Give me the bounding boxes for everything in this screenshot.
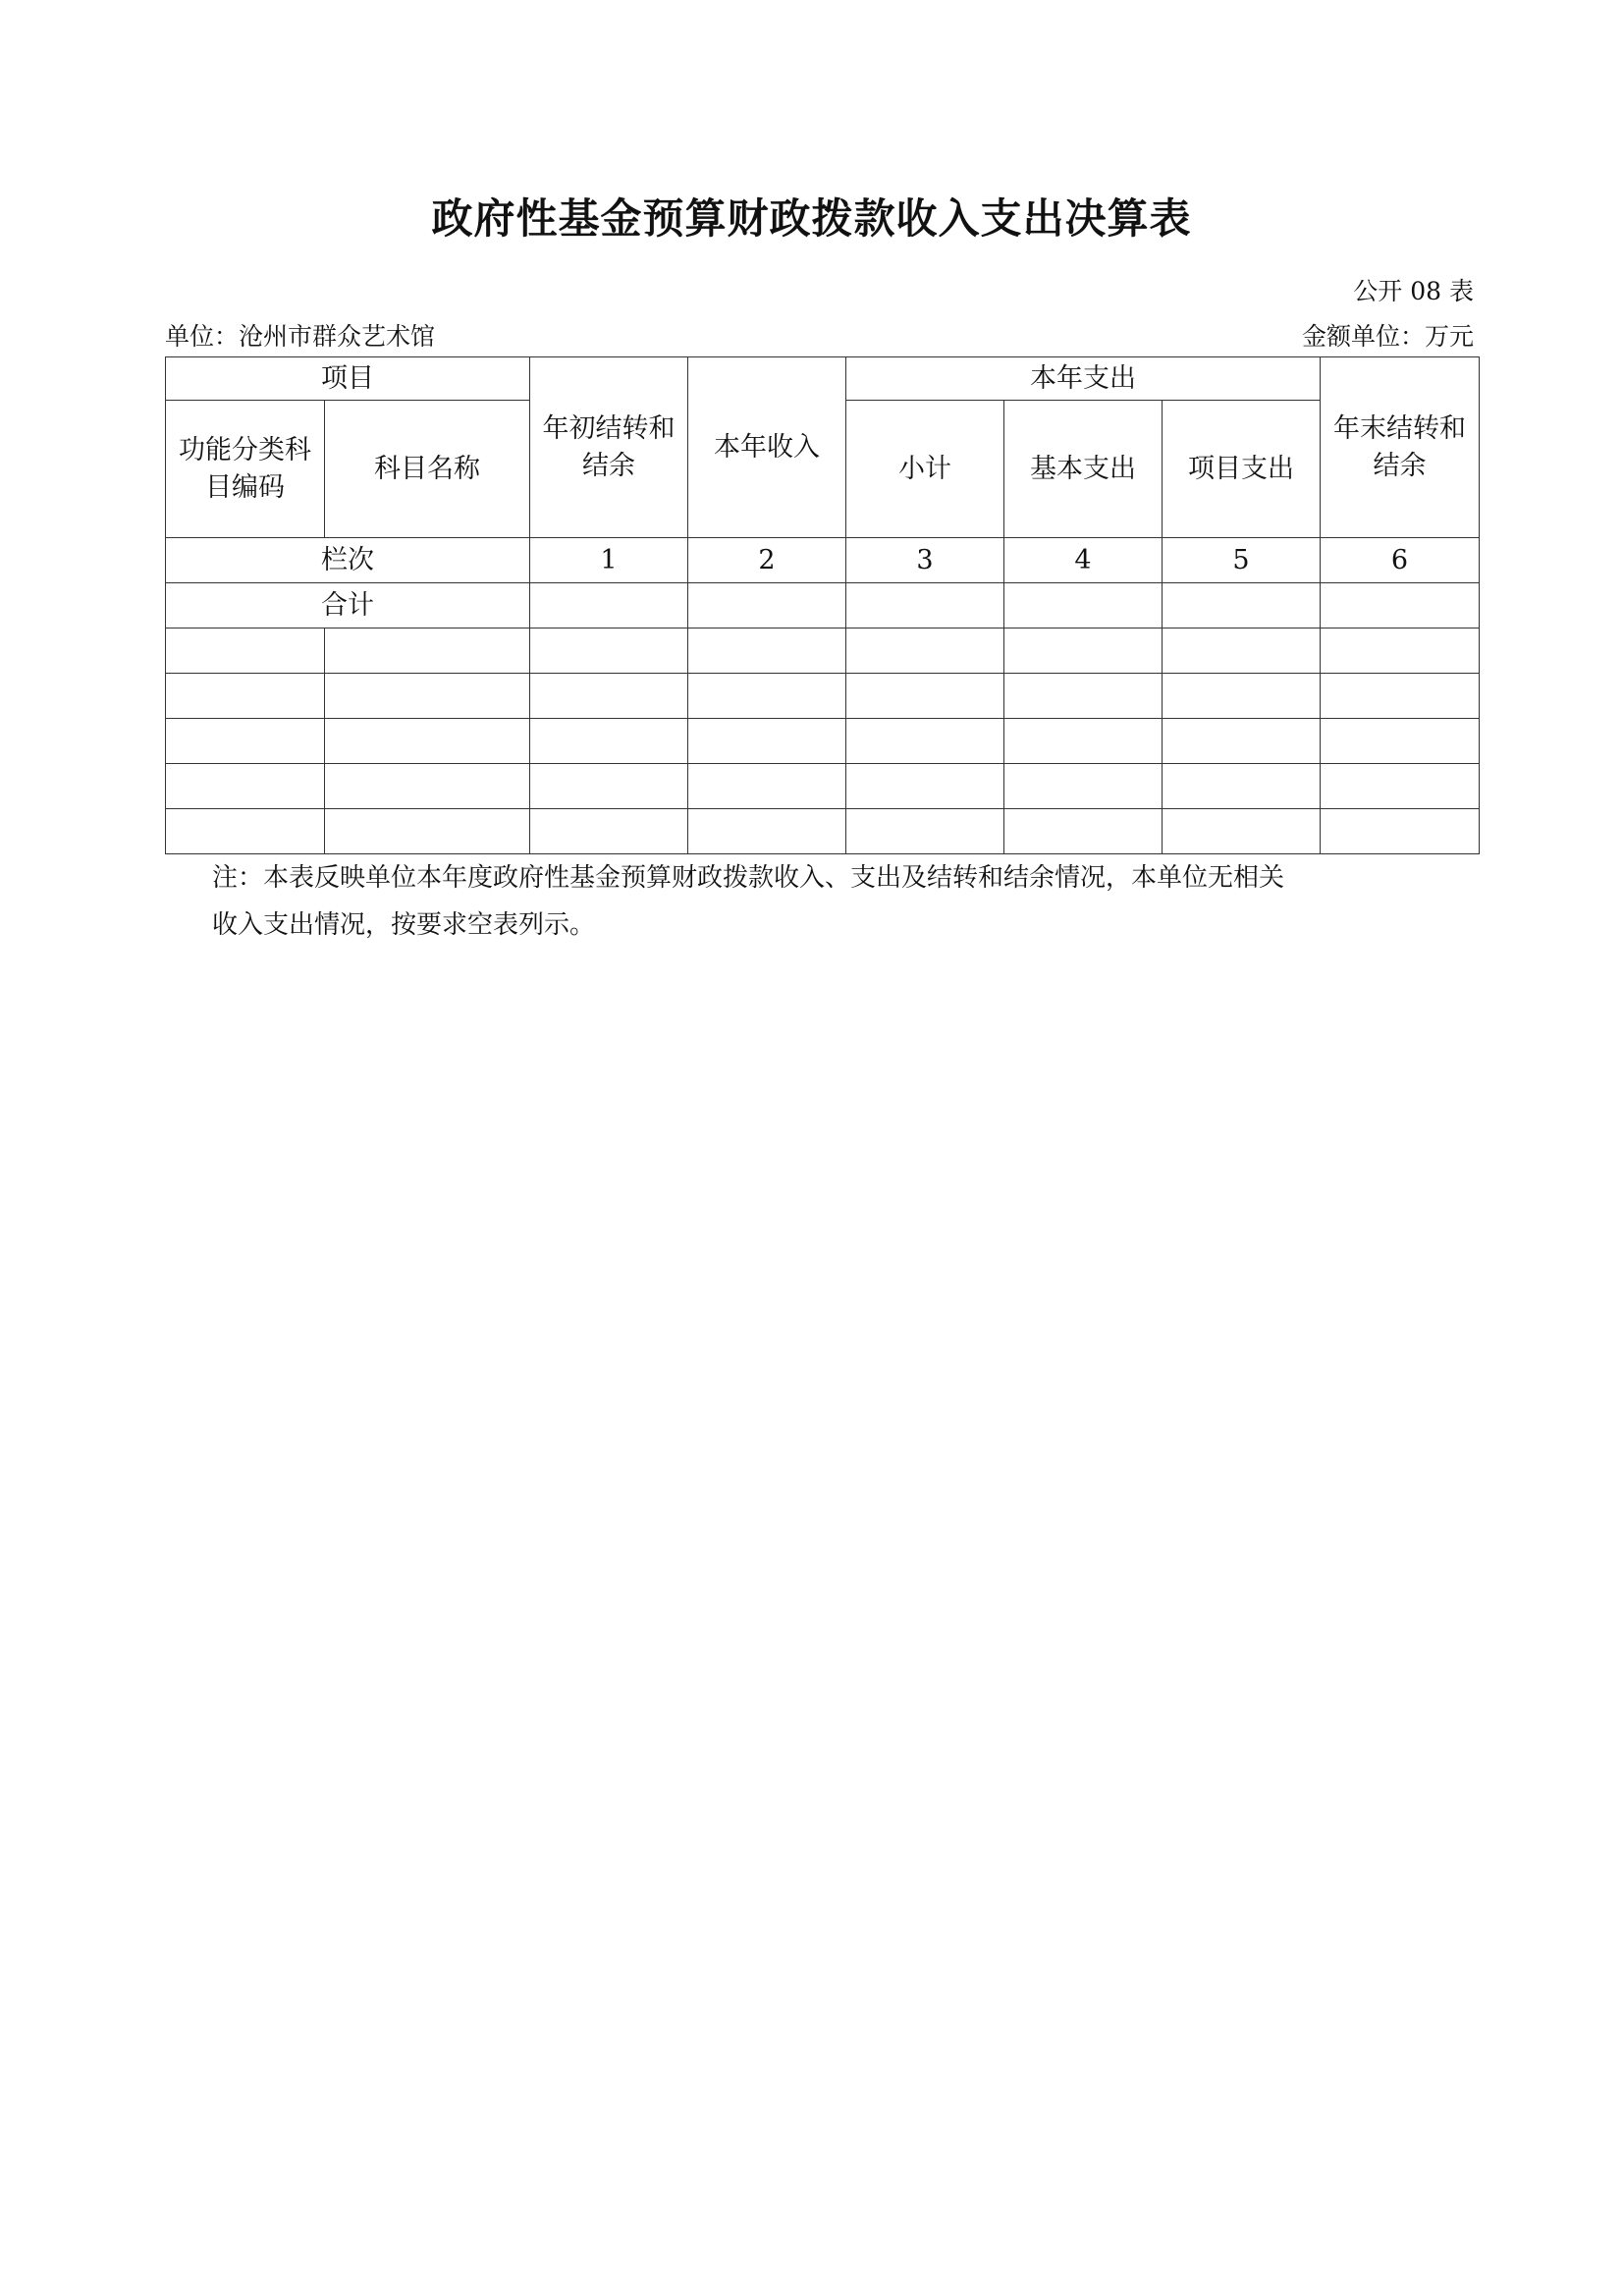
table-cell <box>166 719 325 764</box>
table-cell <box>325 719 530 764</box>
table-cell <box>166 674 325 719</box>
table-cell <box>846 809 1004 854</box>
table-note <box>212 854 1479 949</box>
table-cell <box>688 674 846 719</box>
table-cell <box>1004 809 1163 854</box>
table-cell <box>846 764 1004 809</box>
table-cell <box>1004 719 1163 764</box>
header-closing-balance: 年末结转和结余 <box>1321 357 1480 538</box>
column-number: 1 <box>530 538 688 583</box>
column-number-row <box>166 538 1480 583</box>
table-cell <box>530 809 688 854</box>
column-number: 5 <box>1163 538 1321 583</box>
table-cell <box>325 629 530 674</box>
header-row-top <box>166 357 1480 401</box>
table-row <box>166 809 1480 854</box>
unit-label: 单位：沧州市群众艺术馆 <box>165 322 436 351</box>
table-cell <box>530 719 688 764</box>
column-number: 3 <box>846 538 1004 583</box>
total-cell <box>1321 583 1480 629</box>
note-line: 注：本表反映单位本年度政府性基金预算财政拨款收入、支出及结转和结余情况，本单位无相关 <box>212 863 1285 893</box>
table-cell <box>166 629 325 674</box>
table-cell <box>1004 674 1163 719</box>
table-cell <box>1004 629 1163 674</box>
column-number: 6 <box>1321 538 1480 583</box>
table-cell <box>688 629 846 674</box>
total-row <box>166 583 1480 629</box>
table-cell <box>1004 764 1163 809</box>
table-cell <box>325 809 530 854</box>
table-cell <box>166 764 325 809</box>
column-number: 2 <box>688 538 846 583</box>
table-cell <box>325 674 530 719</box>
total-cell <box>688 583 846 629</box>
column-number: 4 <box>1004 538 1163 583</box>
amount-unit-label: 金额单位：万元 <box>1301 322 1474 351</box>
header-subtotal: 小计 <box>846 401 1004 538</box>
table-cell <box>1163 719 1321 764</box>
total-cell <box>1163 583 1321 629</box>
table-cell <box>1321 674 1480 719</box>
header-function-code: 功能分类科目编码 <box>166 401 325 538</box>
header-subject-name: 科目名称 <box>325 401 530 538</box>
header-project-expense: 项目支出 <box>1163 401 1321 538</box>
table-id-label: 公开 08 表 <box>1353 277 1474 305</box>
table-row <box>166 674 1480 719</box>
table-cell <box>846 629 1004 674</box>
table-cell <box>530 674 688 719</box>
table-cell <box>688 809 846 854</box>
column-number-label: 栏次 <box>166 538 530 583</box>
table-cell <box>1163 674 1321 719</box>
table-cell <box>1163 809 1321 854</box>
page-title: 政府性基金预算财政拨款收入支出决算表 <box>431 194 1192 243</box>
table-row <box>166 629 1480 674</box>
header-current-expense: 本年支出 <box>846 357 1321 401</box>
header-current-income: 本年收入 <box>688 357 846 538</box>
note-line: 收入支出情况，按要求空表列示。 <box>212 910 596 940</box>
total-cell <box>1004 583 1163 629</box>
total-label: 合计 <box>166 583 530 629</box>
table-cell <box>846 719 1004 764</box>
header-opening-balance: 年初结转和结余 <box>530 357 688 538</box>
table-cell <box>530 764 688 809</box>
table-row <box>166 764 1480 809</box>
table-cell <box>846 674 1004 719</box>
table-row <box>166 719 1480 764</box>
header-basic-expense: 基本支出 <box>1004 401 1163 538</box>
table-cell <box>325 764 530 809</box>
table-cell <box>688 764 846 809</box>
total-cell <box>530 583 688 629</box>
table-cell <box>1163 764 1321 809</box>
header-project: 项目 <box>166 357 530 401</box>
table-cell <box>1321 809 1480 854</box>
table-cell <box>1321 764 1480 809</box>
budget-table <box>165 356 1480 854</box>
table-cell <box>688 719 846 764</box>
table-cell <box>166 809 325 854</box>
table-cell <box>530 629 688 674</box>
table-cell <box>1163 629 1321 674</box>
table-cell <box>1321 629 1480 674</box>
total-cell <box>846 583 1004 629</box>
table-cell <box>1321 719 1480 764</box>
